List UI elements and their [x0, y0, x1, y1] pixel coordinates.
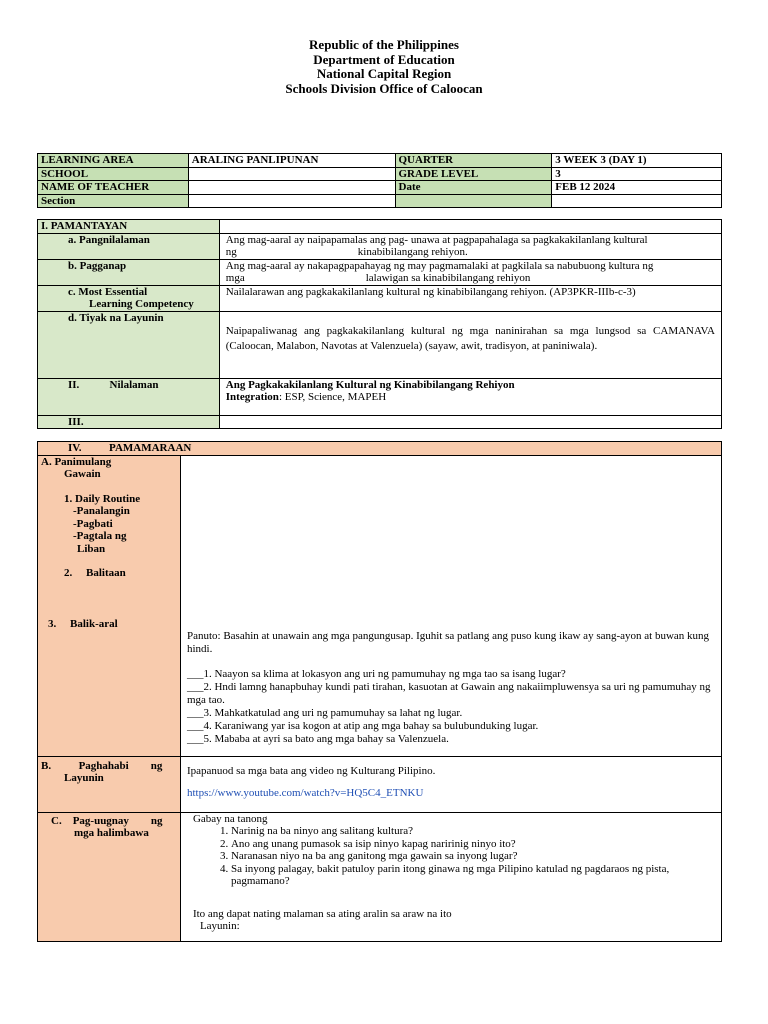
balik-aral-label: 3. Balik-aral: [48, 617, 118, 630]
learning-area-value: ARALING PANLIPUNAN: [188, 154, 395, 168]
balik-aral-content: [180, 455, 721, 756]
tiyak-na-layunin-label: d. Tiyak na Layunin: [38, 311, 220, 378]
section-iii-label: III.: [38, 415, 220, 429]
integration-value: : ESP, Science, MAPEH: [278, 391, 387, 403]
gabay-question-2: 2. Ano ang unang pumasok sa isip ninyo kapag naririnig ninyo ito?: [231, 838, 715, 851]
melc-label: [38, 285, 220, 311]
paghahabi-label-1: B. Paghahabi ng: [41, 759, 163, 772]
date-label: Date: [395, 181, 552, 195]
gabay-questions: [193, 825, 715, 888]
pangnilalaman-label: a. Pangnilalaman: [38, 233, 220, 259]
paghahabi-text: Ipapanuod sa mga bata ang video ng Kulturang Pilipino.: [186, 764, 436, 777]
integration-label: Integration: [225, 391, 279, 403]
gabay-title: Gabay na tanong: [192, 812, 268, 825]
header-line-2: Department of Education: [313, 51, 455, 67]
pamantayan-header-blank: [219, 220, 721, 234]
panuto-text: Panuto: Basahin at unawain ang mga pangungusap. Iguhit sa patlang ang puso kung ikaw ay sang-ayon at buwan kung hindi.: [186, 629, 710, 655]
balik-aral-item-3: ___3. Mahkatkatulad ang uri ng pamumuhay sa lahat ng lugar.: [186, 706, 463, 719]
gabay-question-1: 1. Narinig na ba ninyo ang salitang kultura?: [231, 825, 715, 838]
pangnilalaman-text-1: Ang mag-aaral ay naipapamalas ang pag- unawa at pagpapahalaga sa pagkakakilanlang kultural: [225, 233, 648, 246]
balitaan-label: 2. Balitaan: [64, 567, 126, 579]
melc-text: Nailalarawan ang pagkakakilanlang kultural ng kinabibilangang rehiyon. (AP3PKR-IIIb-c-3): [219, 285, 721, 311]
quarter-value: 3 WEEK 3 (DAY 1): [552, 154, 722, 168]
section-extra-value: [552, 194, 722, 208]
tiyak-na-layunin-text: Naipapaliwanag ang pagkakakilanlang kultural ng mga naninirahan sa mga lungsod sa CAMANAVA (Caloocan, Malabon, Navotas at Valenzuela) (sayaw, awit, tradisyon, at paniniwala).: [219, 311, 721, 378]
pamamaraan-table: [37, 441, 722, 942]
date-value: FEB 12 2024: [552, 181, 722, 195]
pangnilalaman-text-2: ng kinabibilangang rehiyon.: [225, 246, 468, 258]
pamantayan-header: I. PAMANTAYAN: [38, 220, 220, 234]
pagganap-text-2: mga lalawigan sa kinabibilangang rehiyon: [225, 272, 531, 284]
integration-line: [226, 391, 718, 404]
pangnilalaman-text: [219, 233, 721, 259]
section-extra-label: [395, 194, 552, 208]
nilalaman-label: II. Nilalaman: [38, 378, 220, 415]
pagganap-text: [219, 259, 721, 285]
balik-aral-item-4: ___4. Karaniwang yar isa kogon at atip ang mga bahay sa bulubunduking lugar.: [186, 719, 539, 732]
pagganap-label: b. Pagganap: [38, 259, 220, 285]
teacher-value: [188, 181, 395, 195]
panimulang-label-1: A. Panimulang: [41, 455, 112, 468]
paghahabi-label-2: Layunin: [64, 772, 104, 784]
routine-panalangin: -Panalangin: [73, 505, 130, 517]
section-value: [188, 194, 395, 208]
panimulang-label-2: Gawain: [64, 468, 101, 480]
routine-pagbati: -Pagbati: [73, 517, 113, 530]
routine-liban: Liban: [77, 542, 106, 555]
melc-label-1: c. Most Essential: [68, 285, 148, 298]
learning-area-label: LEARNING AREA: [38, 154, 189, 168]
balik-aral-item-1: ___1. Naayon sa klima at lokasyon ang uri ng pamumuhay ng mga tao sa isang lugar?: [186, 667, 566, 680]
header-line-1: Republic of the Philippines: [309, 37, 459, 52]
header-line-4: Schools Division Office of Caloocan: [285, 80, 483, 96]
school-label: SCHOOL: [38, 167, 189, 181]
section-label: Section: [38, 194, 189, 208]
pag-uugnay-label-1: C. Pag-uugnay ng: [51, 814, 163, 827]
nilalaman-content: [219, 378, 721, 415]
teacher-label: NAME OF TEACHER: [38, 181, 189, 195]
panimulang-gawain-label: [38, 455, 181, 756]
nilalaman-title: Ang Pagkakakilanlang Kultural ng Kinabibilangang Rehiyon: [225, 378, 515, 391]
info-table: [37, 153, 722, 208]
gabay-question-3: 3. Naranasan niyo na ba ang ganitong mga gawain sa inyong lugar?: [231, 850, 715, 863]
daily-routine-label: 1. Daily Routine: [64, 492, 141, 505]
balik-aral-item-2: ___2. Hndi lamng hanapbuhay kundi pati tirahan, kasuotan at Gawain ang nakaiimpluwensya sa uri ng pamumuhay ng mga tao.: [186, 680, 711, 706]
grade-level-value: 3: [552, 167, 722, 181]
pamantayan-table: [37, 219, 722, 429]
layunin-label: Layunin:: [199, 920, 240, 932]
grade-level-label: GRADE LEVEL: [395, 167, 552, 181]
melc-label-2: Learning Competency: [89, 298, 194, 310]
closing-text: Ito ang dapat nating malaman sa ating aralin sa araw na ito: [192, 907, 452, 920]
routine-pagtala: -Pagtala ng: [73, 530, 127, 542]
balik-aral-item-5: ___5. Mababa at ayri sa bato ang mga bahay sa Valenzuela.: [186, 732, 449, 745]
document-header: [0, 38, 768, 96]
video-link[interactable]: https://www.youtube.com/watch?v=HQ5C4_ETNKU: [186, 787, 424, 799]
pagganap-text-1: Ang mag-aaral ay nakapagpapahayag ng may pagmamalaki at pagkilala sa nabubuong kultura ng: [225, 259, 654, 272]
pag-uugnay-content: [180, 812, 721, 941]
header-line-3: National Capital Region: [316, 66, 452, 81]
pag-uugnay-label: [38, 812, 181, 941]
pamamaraan-header: IV. PAMAMARAAN: [38, 442, 722, 456]
pag-uugnay-label-2: mga halimbawa: [74, 827, 149, 839]
section-iii-content: [219, 415, 721, 429]
school-value: [188, 167, 395, 181]
paghahabi-label: [38, 756, 181, 812]
paghahabi-content: [180, 756, 721, 812]
quarter-label: QUARTER: [395, 154, 552, 168]
gabay-question-4: 4. Sa inyong palagay, bakit patuloy parin itong ginawa ng mga Pilipino katulad ng pagdaraos ng pista, pagmamano?: [231, 863, 715, 888]
